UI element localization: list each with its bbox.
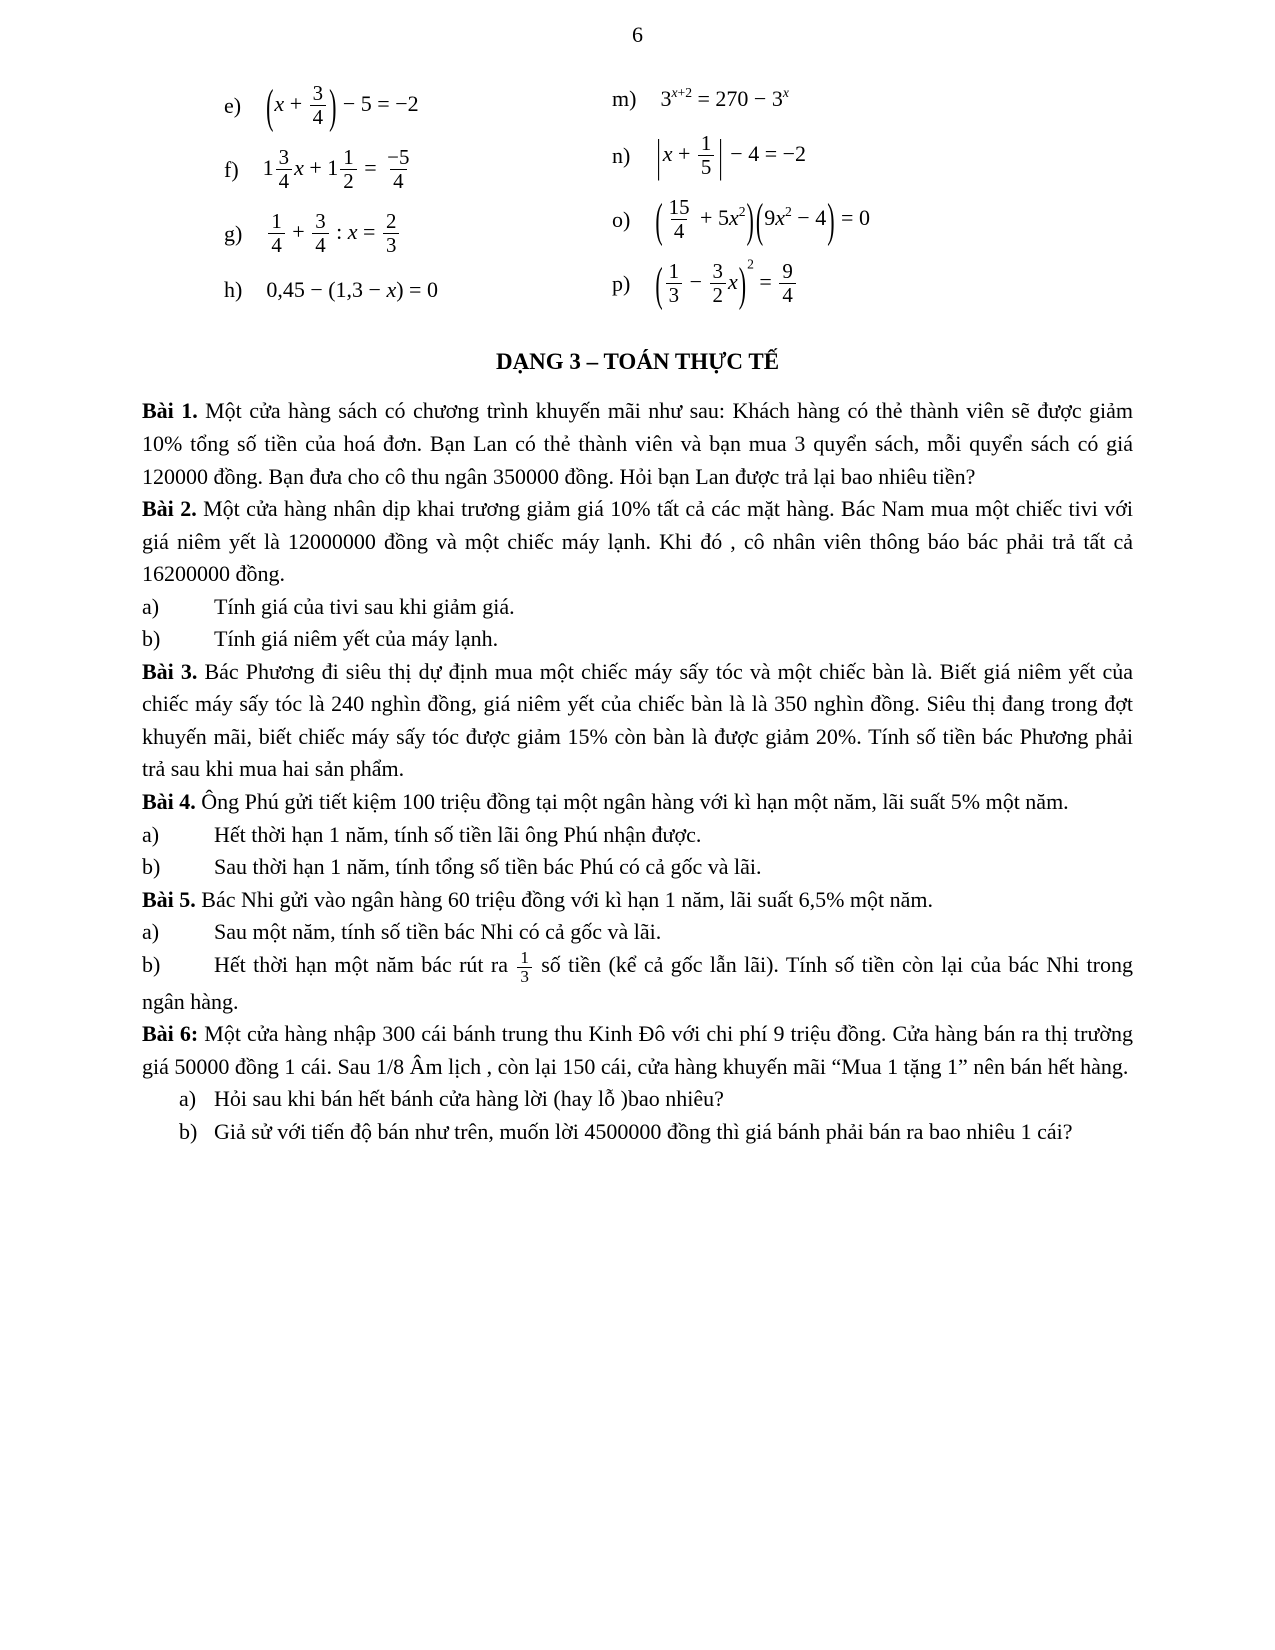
equation-row: [612, 132, 1133, 180]
problem-label: Bài 1.: [142, 398, 198, 424]
math-text: =: [358, 154, 383, 180]
math-text: x + 1: [294, 154, 339, 180]
problem-paragraph: [142, 1018, 1133, 1083]
fraction: [666, 196, 693, 244]
equation: [660, 86, 788, 112]
equation: [266, 277, 438, 303]
math-text: = 0: [835, 204, 870, 230]
equation-row: [224, 210, 612, 258]
equation-label: p): [612, 270, 631, 296]
math-text: 9x: [764, 204, 785, 230]
math-text: x +: [662, 140, 696, 166]
problem-paragraph: [142, 786, 1133, 819]
superscript: x: [782, 85, 789, 101]
fraction-denominator: 4: [276, 169, 292, 193]
equation-label: n): [612, 142, 631, 168]
equation: [266, 210, 401, 258]
fraction-denominator: 4: [779, 283, 795, 307]
fraction-numerator: 3: [278, 144, 290, 169]
page-number: 6: [632, 22, 643, 47]
fraction-denominator: 3: [383, 233, 399, 257]
fraction-numerator: 3: [712, 258, 723, 283]
equation: [654, 132, 806, 180]
fraction-numerator: −5: [387, 144, 410, 169]
fraction: [276, 146, 292, 194]
fraction-numerator: 3: [315, 208, 326, 233]
math-text: 0,45 − (1,3 − x) = 0: [266, 277, 438, 303]
equation-label: o): [612, 206, 631, 232]
equation-label: f): [224, 156, 239, 182]
fraction: [517, 949, 532, 986]
problem-label: Bài 2.: [142, 496, 197, 522]
fraction-denominator: 3: [666, 283, 682, 307]
math-text: − 4 = −2: [724, 140, 807, 166]
equation-row: [612, 82, 1133, 116]
superscript: 2: [747, 256, 754, 272]
equation-row: [224, 273, 612, 307]
equation-row: [224, 78, 612, 133]
superscript: x+2: [671, 85, 693, 101]
fraction-numerator: 15: [668, 194, 690, 219]
math-text: + 5x: [694, 204, 739, 230]
subitem-text: Giả sử với tiến độ bán như trên, muốn lời 4500000 đồng thì giá bánh phải bán ra bao nhiêu 1 cái?: [214, 1118, 1073, 1144]
problem-label: Bài 4.: [142, 789, 196, 814]
big-paren-right: ): [738, 256, 747, 311]
equation-row: [612, 256, 1133, 311]
math-text: =: [753, 268, 778, 294]
math-text: x: [727, 268, 738, 294]
equation: [265, 78, 419, 133]
big-paren-right: ): [329, 78, 337, 133]
fraction: [666, 260, 682, 308]
problem-subitem: [142, 1083, 1133, 1116]
subitem-text: Tính giá niêm yết của máy lạnh.: [214, 626, 499, 652]
fraction: [310, 82, 326, 130]
math-text: x +: [274, 90, 308, 116]
fraction: [312, 210, 328, 258]
big-paren-left: (: [266, 78, 274, 133]
fraction-numerator: 3: [312, 81, 324, 105]
section-heading: DẠNG 3 – TOÁN THỰC TẾ: [495, 349, 780, 375]
equation: [654, 256, 797, 311]
fraction-denominator: 2: [710, 283, 726, 307]
fraction-numerator: 1: [343, 144, 354, 169]
problem-paragraph: [142, 395, 1133, 493]
math-text: − 4: [791, 204, 827, 230]
fraction-denominator: 4: [268, 233, 284, 257]
problem-text: Một cửa hàng nhân dịp khai trương giảm giá 10% tất cả các mặt hàng. Bác Nam mua một chiếc tivi với giá niêm yết là 12000000 đồng và một chiếc máy lạnh. Khi đó , cô nhân viên thông báo bác phải trả tất cả 16200000 đồng.: [142, 496, 1133, 587]
equation-row: [612, 192, 1133, 247]
big-paren-right: ): [827, 192, 835, 247]
problem-paragraph: [142, 884, 1133, 917]
subitem-text: Sau một năm, tính số tiền bác Nhi có cả gốc và lãi.: [214, 919, 662, 945]
subitem-text: Hết thời hạn 1 năm, tính số tiền lãi ông Phú nhận được.: [214, 821, 702, 847]
problem-text: Bác Phương đi siêu thị dự định mua một chiếc máy sấy tóc và một chiếc bàn là. Biết giá niêm yết của chiếc máy sấy tóc là 240 nghìn đồng, giá niêm yết của chiếc bàn là là 350 nghìn đồng. Siêu thị đang trong đợt khuyến mãi, biết chiếc máy sấy tóc được giảm 15% còn bàn là được giảm 20%. Tính số tiền bác Phương phải trả sau khi mua hai sản phẩm.: [142, 658, 1133, 782]
equation-label: h): [224, 277, 243, 303]
math-text: +: [286, 218, 311, 244]
subitem-text: Sau thời hạn 1 năm, tính tổng số tiền bác Phú có cả gốc và lãi.: [214, 854, 762, 880]
abs-bar-left: |: [656, 130, 661, 182]
math-text: : x =: [330, 218, 381, 244]
fraction: [268, 210, 284, 258]
fraction-numerator: 1: [271, 208, 282, 233]
fraction: [340, 146, 356, 194]
equation-label: m): [612, 86, 637, 111]
big-paren-right: ): [746, 192, 754, 247]
equations-right-column: [612, 82, 1133, 323]
fraction: [710, 260, 726, 308]
problem-subitem: [142, 851, 1133, 884]
fraction-denominator: 5: [698, 155, 714, 179]
equations-section: [142, 78, 1133, 323]
subitem-label: b): [179, 1118, 198, 1144]
equations-left-column: [142, 78, 612, 323]
fraction-numerator: 9: [782, 258, 793, 283]
equation: [654, 192, 870, 247]
abs-bar-right: |: [718, 130, 723, 182]
math-text: 3: [660, 86, 672, 111]
subitem-label: b): [142, 854, 161, 880]
fraction-denominator: 4: [390, 169, 406, 193]
subitem-label: a): [142, 919, 160, 945]
subitem-text: Tính giá của tivi sau khi giảm giá.: [214, 593, 515, 619]
problem-label: Bài 6:: [142, 1021, 199, 1047]
fraction-numerator: 1: [700, 131, 712, 155]
problem-subitem: [142, 916, 1133, 949]
superscript: 2: [738, 203, 746, 219]
math-text: = 270 − 3: [692, 86, 783, 111]
problem-subitem: [142, 1116, 1133, 1149]
fraction-denominator: 4: [671, 219, 687, 243]
fraction: [384, 146, 412, 194]
subitem-label: b): [142, 626, 161, 652]
fraction-denominator: 4: [312, 233, 328, 257]
equation-row: [224, 146, 612, 194]
math-text: 1: [262, 154, 274, 180]
subitem-label: a): [142, 821, 160, 847]
big-paren-left: (: [655, 256, 663, 311]
problem-label: Bài 3.: [142, 658, 198, 684]
fraction-denominator: 2: [340, 169, 356, 193]
problem-label: Bài 5.: [142, 886, 196, 912]
subitem-label: b): [142, 952, 161, 978]
equation-label: e): [224, 92, 242, 118]
problems-section: [142, 395, 1133, 1148]
math-text: −: [684, 268, 708, 294]
big-paren-left: (: [655, 192, 663, 247]
subitem-text: Hết thời hạn một năm bác rút ra $\frac{1}{3}$ số tiền (kể cả gốc lẫn lãi). Tính số tiền còn lại của bác Nhi trong ngân hàng.: [142, 947, 1133, 1014]
problem-subitem: [142, 819, 1133, 852]
fraction-numerator: 1: [668, 258, 680, 283]
problem-paragraph: [142, 656, 1133, 786]
fraction-numerator: 1: [520, 947, 529, 967]
problem-text: Bác Nhi gửi vào ngân hàng 60 triệu đồng với kì hạn 1 năm, lãi suất 6,5% một năm.: [201, 886, 934, 912]
problem-text: Một cửa hàng sách có chương trình khuyến mãi như sau: Khách hàng có thẻ thành viên sẽ được giảm 10% tổng số tiền của hoá đơn. Bạn Lan có thẻ thành viên và bạn mua 3 quyển sách, mỗi quyển sách có giá 120000 đồng. Bạn đưa cho cô thu ngân 350000 đồng. Hỏi bạn Lan được trả lại bao nhiêu tiền?: [142, 398, 1133, 489]
fraction: [383, 210, 399, 258]
fraction-numerator: 2: [385, 208, 397, 233]
math-text: − 5 = −2: [337, 90, 419, 116]
subitem-label: a): [179, 1086, 197, 1112]
problem-text: Một cửa hàng nhập 300 cái bánh trung thu Kinh Đô với chi phí 9 triệu đồng. Cửa hàng bán ra thị trường giá 50000 đồng 1 cái. Sau 1/8 Âm lịch , còn lại 150 cái, cửa hàng khuyến mãi “Mua 1 tặng 1” nên bán hết hàng.: [142, 1021, 1133, 1079]
fraction: [698, 132, 714, 180]
problem-subitem: [142, 623, 1133, 656]
problem-paragraph: [142, 493, 1133, 591]
problem-subitem: [142, 591, 1133, 624]
problem-text: Ông Phú gửi tiết kiệm 100 triệu đồng tại một ngân hàng với kì hạn một năm, lãi suất 5% một năm.: [201, 789, 1069, 814]
problem-subitem: [142, 949, 1133, 1019]
equation-label: g): [224, 220, 243, 246]
fraction: [779, 260, 795, 308]
fraction-denominator: 4: [310, 105, 326, 129]
subitem-label: a): [142, 593, 160, 619]
subitem-text: Hỏi sau khi bán hết bánh cửa hàng lời (hay lỗ )bao nhiêu?: [214, 1086, 724, 1112]
superscript: 2: [784, 203, 792, 219]
fraction-denominator: 3: [517, 967, 532, 986]
equation: [263, 146, 415, 194]
big-paren-left: (: [755, 192, 764, 247]
